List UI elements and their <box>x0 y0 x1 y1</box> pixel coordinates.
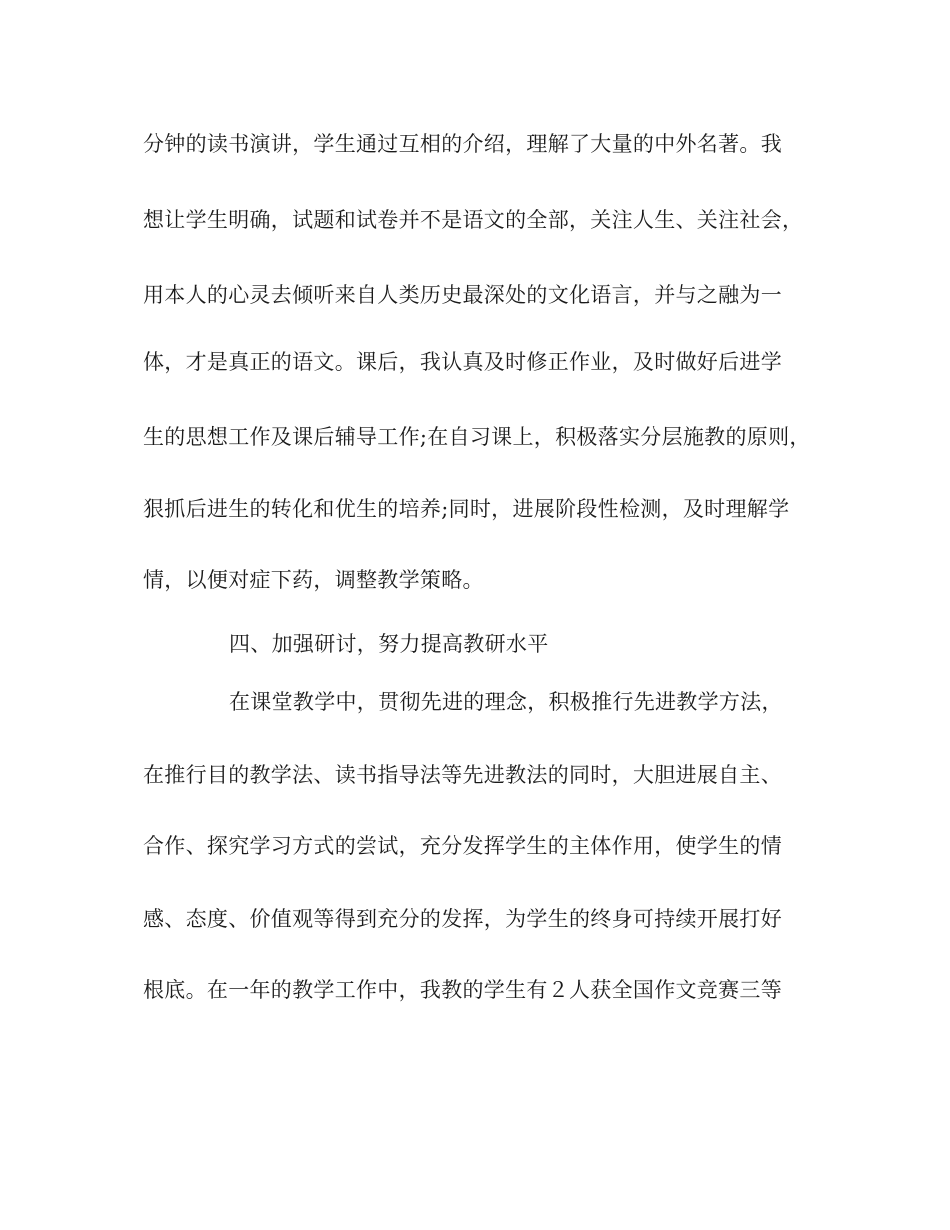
paragraph-line: 用本人的心灵去倾听来自人类历史最深处的文化语言，并与之融为一 <box>143 283 782 307</box>
section-heading: 四、加强研讨，努力提高教研水平 <box>229 632 549 656</box>
paragraph-line: 情，以便对症下药，调整教学策略。 <box>143 568 484 592</box>
paragraph-line: 想让学生明确，试题和试卷并不是语文的全部，关注人生、关注社会， <box>143 208 804 232</box>
paragraph-line: 体，才是真正的语文。课后，我认真及时修正作业，及时做好后进学 <box>143 350 782 374</box>
paragraph-line: 感、态度、价值观等得到充分的发挥，为学生的终身可持续开展打好 <box>143 907 782 931</box>
paragraph-line: 在课堂教学中，贯彻先进的理念，积极推行先进教学方法， <box>229 690 783 714</box>
paragraph-line: 狠抓后进生的转化和优生的培养;同时，进展阶段性检测，及时理解学 <box>143 497 790 521</box>
paragraph-line: 在推行目的教学法、读书指导法等先进教法的同时，大胆进展自主、 <box>143 763 782 787</box>
paragraph-line: 根底。在一年的教学工作中，我教的学生有２人获全国作文竞赛三等 <box>143 978 782 1002</box>
paragraph-line: 生的思想工作及课后辅导工作;在自习课上，积极落实分层施教的原则， <box>143 425 811 449</box>
paragraph-line: 合作、探究学习方式的尝试，充分发挥学生的主体作用，使学生的情 <box>143 834 782 858</box>
paragraph-line: 分钟的读书演讲，学生通过互相的介绍，理解了大量的中外名著。我 <box>143 132 782 156</box>
